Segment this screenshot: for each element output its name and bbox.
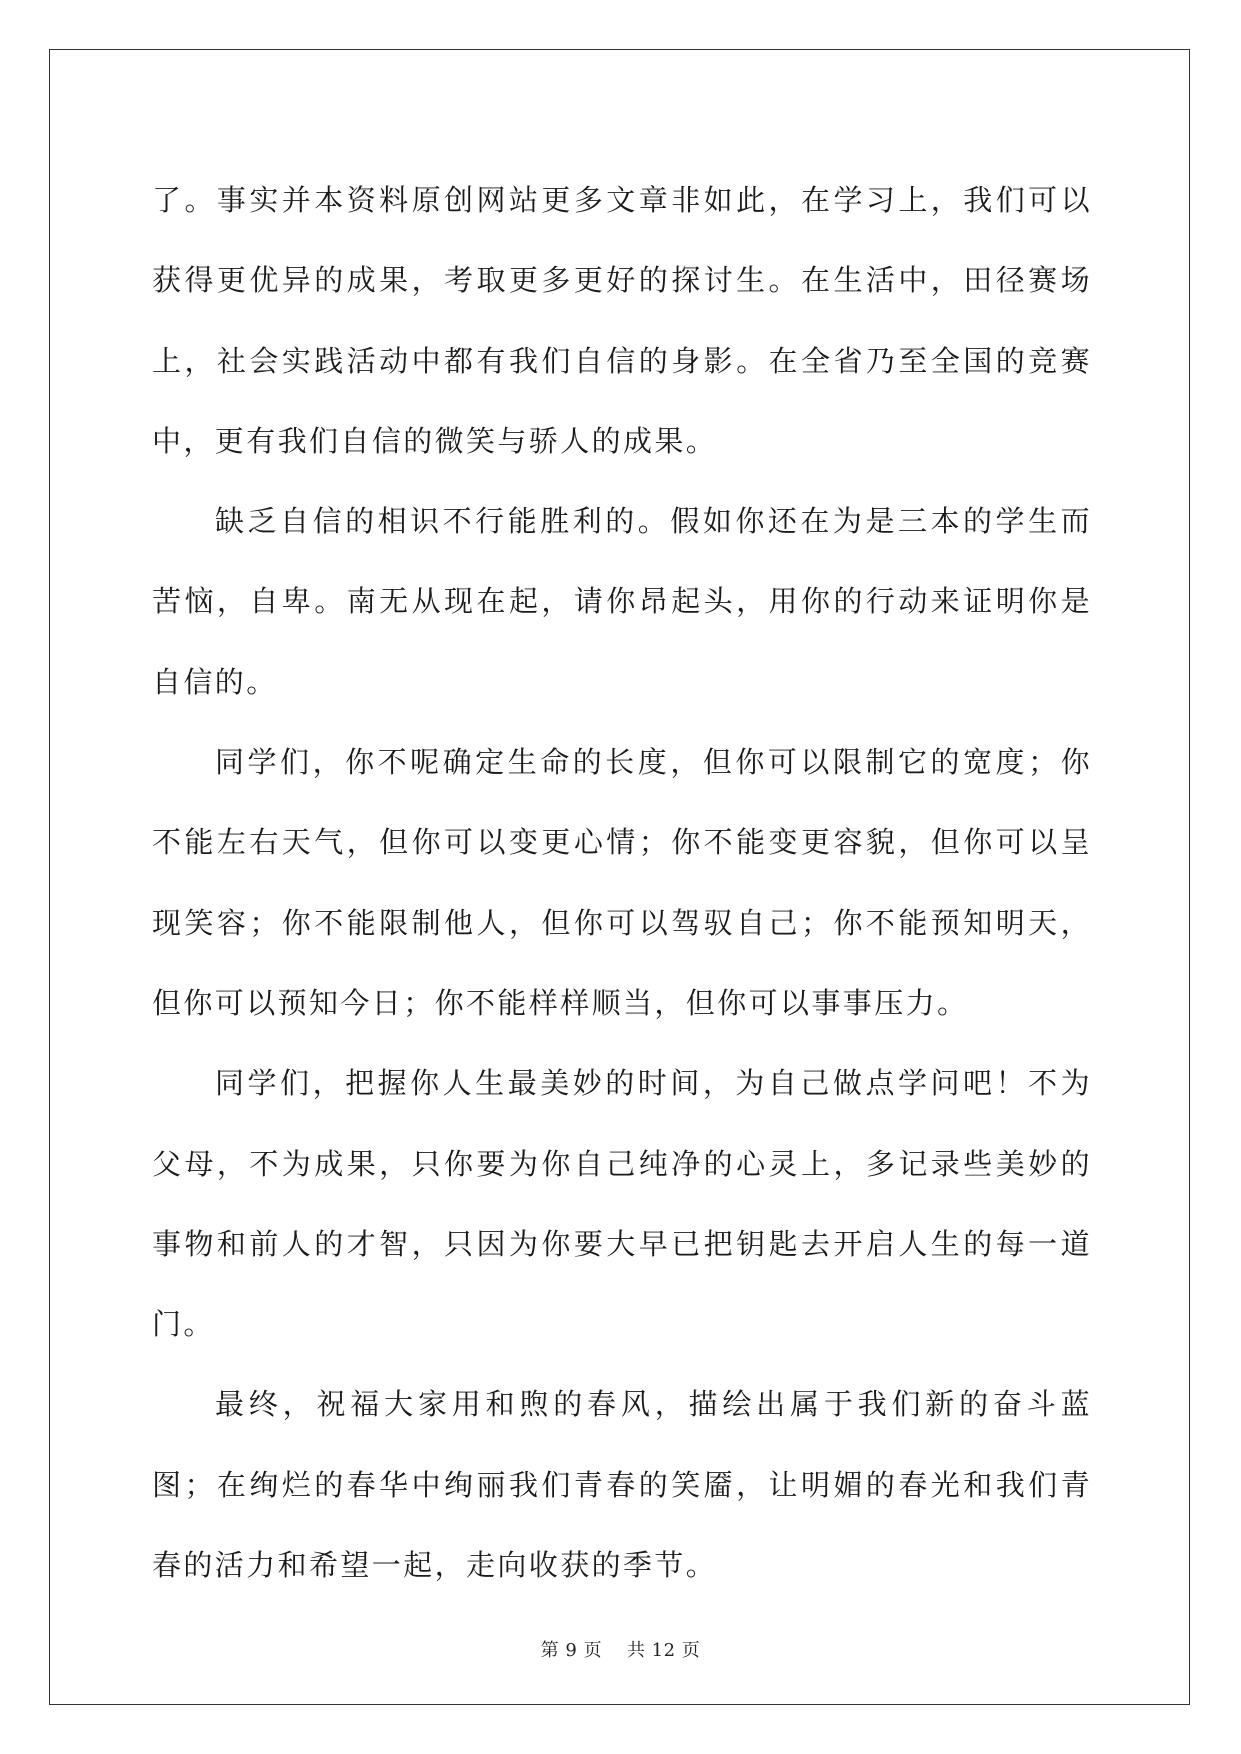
paragraph-3: 同学们，你不呢确定生命的长度，但你可以限制它的宽度；你不能左右天气，但你可以变更心情；你不能变更容貌，但你可以呈现笑容；你不能限制他人，但你可以驾驭自己；你不能预知明天，但你可以预知今日；你不能样样顺当，但你可以事事压力。 [152, 745, 1092, 1020]
paragraph-5: 最终，祝福大家用和煦的春风，描绘出属于我们新的奋斗蓝图；在绚烂的春华中绚丽我们青春的笑靥，让明媚的春光和我们青春的活力和希望一起，走向收获的季节。 [152, 1387, 1092, 1583]
page-number-label: 第 9 页 共 12 页 [540, 1640, 701, 1661]
paragraph-2: 缺乏自信的相识不行能胜利的。假如你还在为是三本的学生而苦恼，自卑。南无从现在起，请你昂起头，用你的行动来证明你是自信的。 [152, 504, 1092, 699]
document-body [152, 160, 1092, 1605]
page-footer [0, 1636, 1241, 1662]
paragraph-1: 了。事实并本资料原创网站更多文章非如此，在学习上，我们可以获得更优异的成果，考取更多更好的探讨生。在生活中，田径赛场上，社会实践活动中都有我们自信的身影。在全省乃至全国的竞赛中，更有我们自信的微笑与骄人的成果。 [152, 183, 1092, 458]
paragraph-4: 同学们，把握你人生最美妙的时间，为自己做点学问吧！不为父母，不为成果，只你要为你自己纯净的心灵上，多记录些美妙的事物和前人的才智，只因为你要大早已把钥匙去开启人生的每一道门。 [152, 1066, 1092, 1342]
